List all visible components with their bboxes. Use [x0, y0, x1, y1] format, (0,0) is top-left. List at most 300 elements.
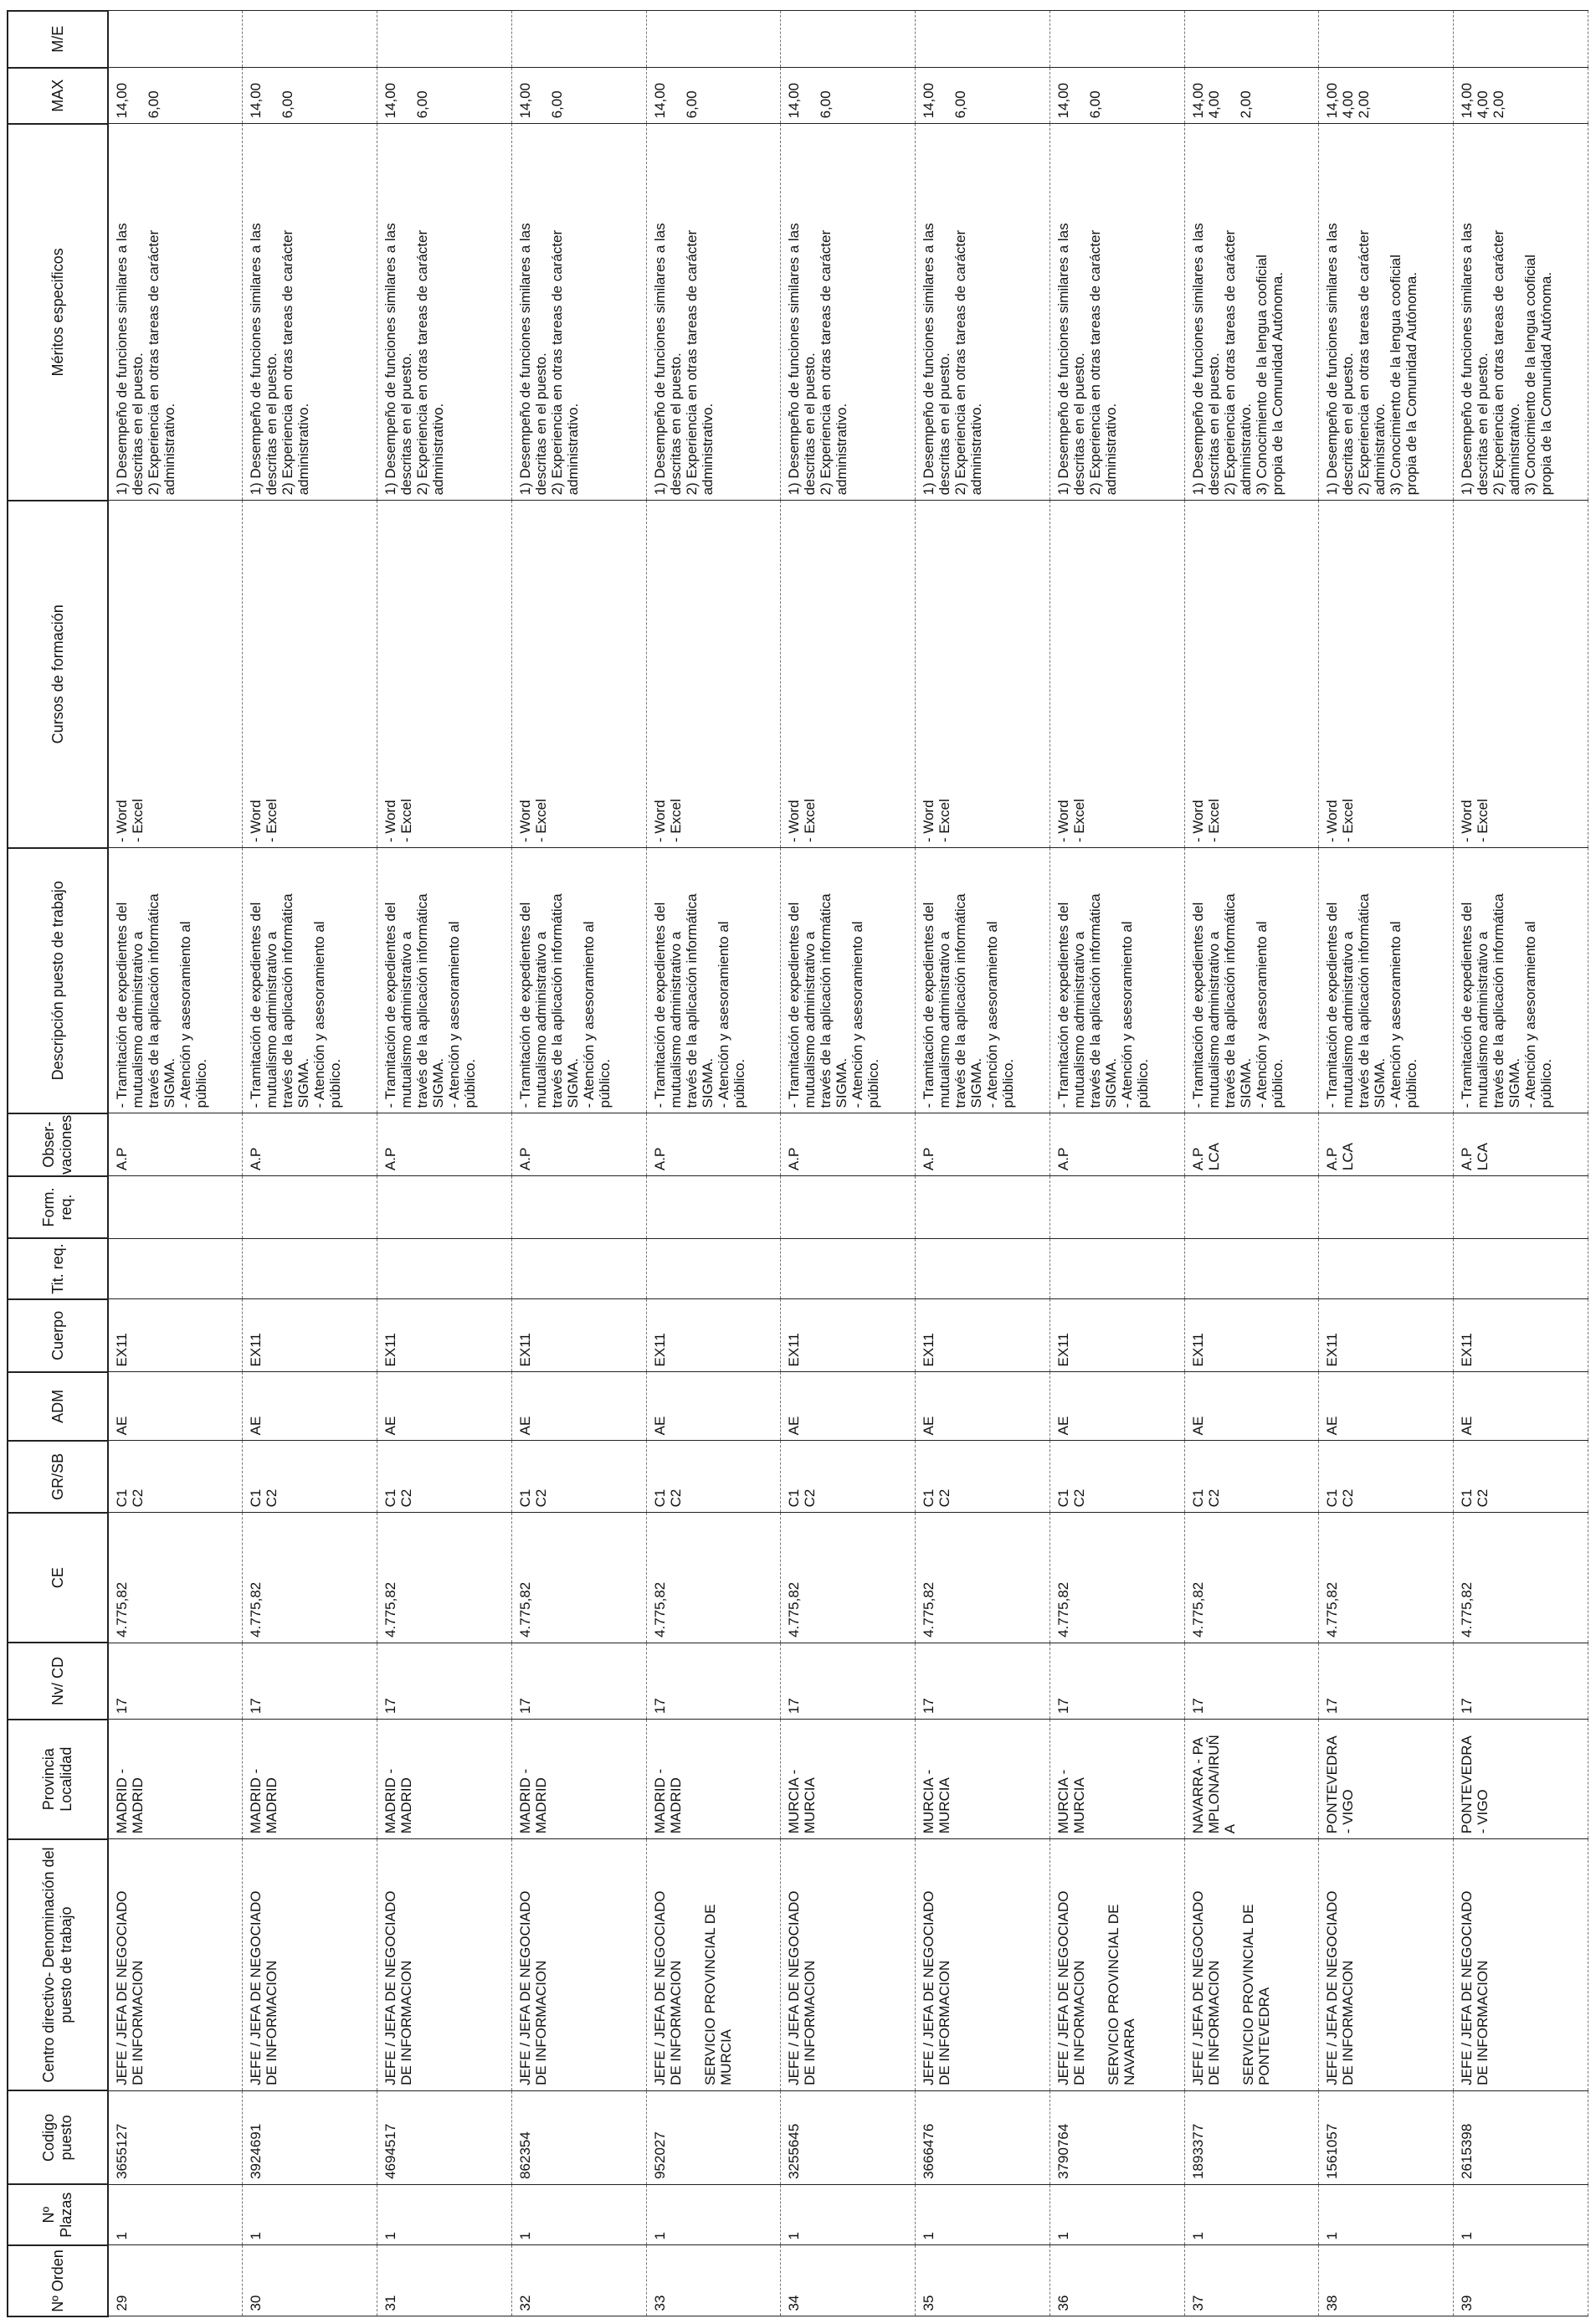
- cell-cursos: [511, 501, 646, 848]
- cell-me: [1454, 11, 1588, 68]
- cell-provincia: [511, 1720, 646, 1839]
- grsb-value: C1 C2: [1055, 1488, 1087, 1508]
- cell-grsb: [108, 1441, 243, 1513]
- plazas-value: 1: [1324, 2232, 1341, 2240]
- cuerpo-value: EX11: [651, 1333, 668, 1367]
- obs-value: A.P: [921, 1147, 937, 1171]
- cell-adm: [511, 1372, 646, 1441]
- tit-value: [781, 1239, 789, 1299]
- cell-max: [916, 68, 1050, 124]
- me-value: [109, 12, 117, 68]
- descripcion-value: - Tramitación de expedientes del mutualismo administrativo a través de la aplicación informática SIGMA. - Atención y asesoramiento al público.: [1459, 893, 1555, 1108]
- cell-tit: [108, 1238, 243, 1299]
- provincia-value: MADRID - MADRID: [382, 1768, 415, 1834]
- cell-adm: [646, 1372, 781, 1441]
- cell-grsb: [1319, 1441, 1454, 1513]
- grsb-value: C1 C2: [921, 1488, 953, 1508]
- cell-form: [1319, 1176, 1454, 1239]
- header-cuerpo: Cuerpo: [8, 1299, 108, 1372]
- cell-codigo: [1184, 2090, 1319, 2184]
- cell-orden: [1049, 2245, 1184, 2316]
- grsb-value: C1 C2: [516, 1488, 549, 1508]
- cell-descripcion: [916, 848, 1050, 1113]
- cell-cursos: [1049, 501, 1184, 848]
- plazas-value: 1: [1459, 2232, 1475, 2240]
- tit-value: [1319, 1239, 1327, 1299]
- centro-value: JEFE / JEFA DE NEGOCIADO DE INFORMACION: [1055, 1890, 1087, 2085]
- plazas-value: 1: [921, 2232, 937, 2240]
- plazas-value: 1: [1055, 2232, 1071, 2240]
- cell-cursos: [916, 501, 1050, 848]
- cell-grsb: [1184, 1441, 1319, 1513]
- obs-value: A.P: [1055, 1147, 1071, 1171]
- cuerpo-value: EX11: [248, 1333, 264, 1367]
- cell-provincia: [243, 1720, 377, 1839]
- codigo-value: 3666476: [921, 2123, 937, 2179]
- cell-cuerpo: [1454, 1299, 1588, 1372]
- cell-descripcion: [108, 848, 243, 1113]
- table-row: [243, 11, 377, 2316]
- me-value: [243, 12, 251, 68]
- header-meritos: Méritos especificos: [8, 124, 108, 501]
- cell-nivel: [1454, 1643, 1588, 1719]
- table-row: [646, 11, 781, 2316]
- cell-descripcion: [781, 848, 916, 1113]
- cell-max: [377, 68, 512, 124]
- cuerpo-value: EX11: [114, 1333, 130, 1367]
- cell-provincia: [916, 1720, 1050, 1839]
- table-row: [916, 11, 1050, 2316]
- cell-max: [1184, 68, 1319, 124]
- cell-adm: [1049, 1372, 1184, 1441]
- adm-value: AE: [114, 1416, 130, 1436]
- ce-value: 4.775,82: [1459, 1581, 1475, 1638]
- cell-adm: [243, 1372, 377, 1441]
- cell-orden: [108, 2245, 243, 2316]
- table-row: [511, 11, 646, 2316]
- codigo-value: 2615398: [1459, 2123, 1475, 2179]
- cell-centro: [1454, 1839, 1588, 2091]
- cell-centro: [108, 1839, 243, 2091]
- cell-centro: [243, 1839, 377, 2091]
- grsb-value: C1 C2: [1324, 1488, 1357, 1508]
- cell-max: [1454, 68, 1588, 124]
- adm-value: AE: [248, 1416, 264, 1436]
- centro-value: JEFE / JEFA DE NEGOCIADO DE INFORMACION: [248, 1890, 280, 2085]
- cell-cuerpo: [108, 1299, 243, 1372]
- centro-value: JEFE / JEFA DE NEGOCIADO DE INFORMACION: [1324, 1890, 1357, 2085]
- cell-meritos: [1319, 124, 1454, 501]
- form-value: [1185, 1176, 1193, 1238]
- cell-grsb: [1049, 1441, 1184, 1513]
- obs-value: A.P: [248, 1147, 264, 1171]
- cell-cursos: [243, 501, 377, 848]
- cell-centro: [1184, 1839, 1319, 2091]
- cell-centro: [377, 1839, 512, 2091]
- provincia-value: MURCIA - MURCIA: [1055, 1769, 1087, 1834]
- grsb-value: C1 C2: [1459, 1488, 1491, 1508]
- codigo-value: 4694517: [382, 2123, 399, 2179]
- cell-tit: [1184, 1238, 1319, 1299]
- cell-cuerpo: [646, 1299, 781, 1372]
- cell-cursos: [646, 501, 781, 848]
- cell-obs: [108, 1113, 243, 1176]
- cell-me: [1319, 11, 1454, 68]
- form-value: [647, 1176, 655, 1238]
- ce-value: 4.775,82: [786, 1581, 803, 1638]
- cell-orden: [377, 2245, 512, 2316]
- tit-value: [512, 1239, 521, 1299]
- cell-plazas: [1184, 2184, 1319, 2245]
- table-row: [1319, 11, 1454, 2316]
- header-codigo: Codigo puesto: [8, 2090, 108, 2184]
- cell-meritos: [377, 124, 512, 501]
- cell-meritos: [243, 124, 377, 501]
- cell-plazas: [916, 2184, 1050, 2245]
- descripcion-value: - Tramitación de expedientes del mutualismo administrativo a través de la aplicación informática SIGMA. - Atención y asesoramiento al público.: [382, 893, 479, 1108]
- header-orden: Nº Orden: [8, 2245, 108, 2316]
- plazas-value: 1: [1189, 2232, 1206, 2240]
- cell-nivel: [377, 1643, 512, 1719]
- provincia-value: MADRID - MADRID: [651, 1768, 684, 1834]
- orden-value: 37: [1189, 2295, 1206, 2311]
- cell-provincia: [646, 1720, 781, 1839]
- form-value: [512, 1176, 521, 1238]
- cell-orden: [1319, 2245, 1454, 2316]
- provincia-value: NAVARRA - PA MPLONA/IRUÑ A: [1189, 1735, 1238, 1834]
- cell-orden: [916, 2245, 1050, 2316]
- tit-value: [243, 1239, 251, 1299]
- tit-value: [1185, 1239, 1193, 1299]
- cell-grsb: [377, 1441, 512, 1513]
- cell-max: [243, 68, 377, 124]
- cell-provincia: [377, 1720, 512, 1839]
- max-value: 14,00 6,00: [248, 82, 296, 119]
- cell-tit: [646, 1238, 781, 1299]
- form-value: [781, 1176, 789, 1238]
- ce-value: 4.775,82: [1055, 1581, 1071, 1638]
- cell-form: [916, 1176, 1050, 1239]
- descripcion-value: - Tramitación de expedientes del mutualismo administrativo a través de la aplicación informática SIGMA. - Atención y asesoramiento al público.: [786, 893, 882, 1108]
- header-tit: Tit. req.: [8, 1238, 108, 1299]
- header-adm: ADM: [8, 1372, 108, 1441]
- cell-adm: [1184, 1372, 1319, 1441]
- cell-plazas: [511, 2184, 646, 2245]
- me-value: [916, 12, 924, 68]
- adm-value: AE: [382, 1416, 399, 1436]
- cell-orden: [646, 2245, 781, 2316]
- grsb-value: C1 C2: [382, 1488, 415, 1508]
- codigo-value: 952027: [651, 2131, 668, 2179]
- max-value: 14,00 4,00 2,00: [1189, 82, 1254, 119]
- descripcion-value: - Tramitación de expedientes del mutualismo administrativo a través de la aplicación informática SIGMA. - Atención y asesoramiento al público.: [516, 893, 613, 1108]
- cell-tit: [377, 1238, 512, 1299]
- centro-value: JEFE / JEFA DE NEGOCIADO DE INFORMACION: [1459, 1890, 1491, 2085]
- cursos-value: - Word - Excel: [382, 799, 415, 843]
- obs-value: A.P: [786, 1147, 803, 1171]
- cuerpo-value: EX11: [1324, 1333, 1341, 1367]
- obs-value: A.P: [382, 1147, 399, 1171]
- cell-meritos: [108, 124, 243, 501]
- cell-orden: [781, 2245, 916, 2316]
- cell-plazas: [377, 2184, 512, 2245]
- cell-cuerpo: [377, 1299, 512, 1372]
- cell-ce: [916, 1513, 1050, 1643]
- max-value: 14,00 6,00: [921, 82, 969, 119]
- centro-value: JEFE / JEFA DE NEGOCIADO DE INFORMACION: [651, 1890, 684, 2085]
- plazas-value: 1: [114, 2232, 130, 2240]
- adm-value: AE: [786, 1416, 803, 1436]
- cell-max: [108, 68, 243, 124]
- header-ce: CE: [8, 1513, 108, 1643]
- cell-meritos: [1049, 124, 1184, 501]
- cell-form: [243, 1176, 377, 1239]
- cursos-value: - Word - Excel: [516, 799, 549, 843]
- cell-descripcion: [646, 848, 781, 1113]
- cell-form: [1184, 1176, 1319, 1239]
- cell-plazas: [108, 2184, 243, 2245]
- max-value: 14,00 4,00 2,00: [1459, 82, 1507, 119]
- cell-tit: [1454, 1238, 1588, 1299]
- cell-orden: [1184, 2245, 1319, 2316]
- cell-me: [377, 11, 512, 68]
- cell-plazas: [1454, 2184, 1588, 2245]
- cell-max: [1319, 68, 1454, 124]
- cell-me: [646, 11, 781, 68]
- adm-value: AE: [1055, 1416, 1071, 1436]
- orden-value: 32: [516, 2295, 533, 2311]
- cell-max: [511, 68, 646, 124]
- plazas-value: 1: [651, 2232, 668, 2240]
- cell-codigo: [1454, 2090, 1588, 2184]
- me-value: [1185, 12, 1193, 68]
- obs-value: A.P: [114, 1147, 130, 1171]
- cell-grsb: [243, 1441, 377, 1513]
- cuerpo-value: EX11: [1459, 1333, 1475, 1367]
- header-nivel: Nv/ CD: [8, 1643, 108, 1719]
- cell-obs: [1454, 1113, 1588, 1176]
- orden-value: 39: [1459, 2295, 1475, 2311]
- nivel-value: 17: [921, 1698, 937, 1715]
- ce-value: 4.775,82: [921, 1581, 937, 1638]
- tit-value: [647, 1239, 655, 1299]
- descripcion-value: - Tramitación de expedientes del mutualismo administrativo a través de la aplicación informática SIGMA. - Atención y asesoramiento al público.: [248, 893, 344, 1108]
- cell-orden: [511, 2245, 646, 2316]
- cell-meritos: [646, 124, 781, 501]
- ce-value: 4.775,82: [382, 1581, 399, 1638]
- adm-value: AE: [1189, 1416, 1206, 1436]
- cell-cursos: [781, 501, 916, 848]
- ce-value: 4.775,82: [114, 1581, 130, 1638]
- positions-table: [7, 10, 1588, 2317]
- cell-centro: [916, 1839, 1050, 2091]
- me-value: [781, 12, 789, 68]
- cell-cursos: [377, 501, 512, 848]
- provincia-value: MADRID - MADRID: [114, 1768, 146, 1834]
- service-heading: SERVICIO PROVINCIAL DE PONTEVEDRA: [1239, 1904, 1272, 2085]
- cell-codigo: [108, 2090, 243, 2184]
- nivel-value: 17: [1189, 1698, 1206, 1715]
- provincia-value: MADRID - MADRID: [516, 1768, 549, 1834]
- cell-cursos: [1319, 501, 1454, 848]
- cell-cuerpo: [1184, 1299, 1319, 1372]
- cell-centro: [781, 1839, 916, 2091]
- cell-provincia: [1049, 1720, 1184, 1839]
- cell-tit: [243, 1238, 377, 1299]
- cell-adm: [916, 1372, 1050, 1441]
- plazas-value: 1: [382, 2232, 399, 2240]
- cell-adm: [108, 1372, 243, 1441]
- adm-value: AE: [1459, 1416, 1475, 1436]
- orden-value: 29: [114, 2295, 130, 2311]
- form-value: [243, 1176, 251, 1238]
- cell-descripcion: [511, 848, 646, 1113]
- meritos-value: 1) Desempeño de funciones similares a las descritas en el puesto. 2) Experiencia en otras tareas de carácter administrativo.: [382, 223, 447, 496]
- cell-cuerpo: [511, 1299, 646, 1372]
- cell-nivel: [108, 1643, 243, 1719]
- obs-value: A.P LCA: [1459, 1143, 1491, 1171]
- tit-value: [916, 1239, 924, 1299]
- adm-value: AE: [516, 1416, 533, 1436]
- meritos-value: 1) Desempeño de funciones similares a las descritas en el puesto. 2) Experiencia en otras tareas de carácter administrativo.: [248, 223, 312, 496]
- cell-max: [1049, 68, 1184, 124]
- cell-obs: [1319, 1113, 1454, 1176]
- cell-cursos: [108, 501, 243, 848]
- obs-value: A.P LCA: [1324, 1143, 1357, 1171]
- cell-codigo: [1319, 2090, 1454, 2184]
- cell-cuerpo: [1319, 1299, 1454, 1372]
- cell-ce: [108, 1513, 243, 1643]
- cuerpo-value: EX11: [1189, 1333, 1206, 1367]
- cell-nivel: [511, 1643, 646, 1719]
- cell-grsb: [1454, 1441, 1588, 1513]
- form-value: [916, 1176, 924, 1238]
- cell-descripcion: [243, 848, 377, 1113]
- meritos-value: 1) Desempeño de funciones similares a las descritas en el puesto. 2) Experiencia en otras tareas de carácter administrativo.: [516, 223, 581, 496]
- ce-value: 4.775,82: [516, 1581, 533, 1638]
- nivel-value: 17: [1459, 1698, 1475, 1715]
- cell-obs: [1049, 1113, 1184, 1176]
- ce-value: 4.775,82: [1324, 1581, 1341, 1638]
- cell-ce: [1319, 1513, 1454, 1643]
- codigo-value: 1561057: [1324, 2123, 1341, 2179]
- meritos-value: 1) Desempeño de funciones similares a las descritas en el puesto. 2) Experiencia en otras tareas de carácter administrativo.: [114, 223, 177, 496]
- cursos-value: - Word - Excel: [248, 799, 280, 843]
- cell-me: [1184, 11, 1319, 68]
- cell-ce: [511, 1513, 646, 1643]
- cell-cursos: [1454, 501, 1588, 848]
- cell-adm: [1319, 1372, 1454, 1441]
- cell-orden: [1454, 2245, 1588, 2316]
- cell-form: [781, 1176, 916, 1239]
- cell-tit: [1319, 1238, 1454, 1299]
- cell-tit: [1049, 1238, 1184, 1299]
- cell-orden: [243, 2245, 377, 2316]
- provincia-value: MURCIA - MURCIA: [786, 1769, 819, 1834]
- obs-value: A.P: [516, 1147, 533, 1171]
- form-value: [1050, 1176, 1059, 1238]
- cell-tit: [781, 1238, 916, 1299]
- cuerpo-value: EX11: [1055, 1333, 1071, 1367]
- me-value: [647, 12, 655, 68]
- orden-value: 35: [921, 2295, 937, 2311]
- cell-cuerpo: [1049, 1299, 1184, 1372]
- max-value: 14,00 6,00: [786, 82, 834, 119]
- table-row: [1454, 11, 1588, 2316]
- meritos-value: 1) Desempeño de funciones similares a las descritas en el puesto. 2) Experiencia en otras tareas de carácter administrativo.: [651, 223, 716, 496]
- cursos-value: - Word - Excel: [1459, 799, 1491, 843]
- cell-obs: [377, 1113, 512, 1176]
- header-grsb: GR/SB: [8, 1441, 108, 1513]
- centro-value: JEFE / JEFA DE NEGOCIADO DE INFORMACION: [921, 1890, 953, 2085]
- cell-cuerpo: [916, 1299, 1050, 1372]
- cell-ce: [1049, 1513, 1184, 1643]
- cell-obs: [781, 1113, 916, 1176]
- ce-value: 4.775,82: [248, 1581, 264, 1638]
- cell-form: [1454, 1176, 1588, 1239]
- cell-descripcion: [377, 848, 512, 1113]
- cell-nivel: [916, 1643, 1050, 1719]
- cell-meritos: [1184, 124, 1319, 501]
- header-row: [8, 11, 108, 2316]
- grsb-value: C1 C2: [114, 1488, 146, 1508]
- cell-me: [108, 11, 243, 68]
- cell-plazas: [781, 2184, 916, 2245]
- cell-meritos: [1454, 124, 1588, 501]
- nivel-value: 17: [382, 1698, 399, 1715]
- cuerpo-value: EX11: [382, 1333, 399, 1367]
- obs-value: A.P LCA: [1189, 1143, 1222, 1171]
- cell-form: [108, 1176, 243, 1239]
- cell-ce: [1454, 1513, 1588, 1643]
- cell-form: [511, 1176, 646, 1239]
- nivel-value: 17: [516, 1698, 533, 1715]
- cell-provincia: [781, 1720, 916, 1839]
- centro-value: JEFE / JEFA DE NEGOCIADO DE INFORMACION: [1189, 1890, 1222, 2085]
- cell-provincia: [1184, 1720, 1319, 1839]
- cursos-value: - Word - Excel: [1055, 799, 1087, 843]
- descripcion-value: - Tramitación de expedientes del mutualismo administrativo a través de la aplicación informática SIGMA. - Atención y asesoramiento al público.: [114, 893, 209, 1108]
- cell-nivel: [243, 1643, 377, 1719]
- cell-ce: [243, 1513, 377, 1643]
- cell-meritos: [511, 124, 646, 501]
- cell-nivel: [781, 1643, 916, 1719]
- cell-centro: [646, 1839, 781, 2091]
- cell-cuerpo: [243, 1299, 377, 1372]
- cursos-value: - Word - Excel: [651, 799, 684, 843]
- codigo-value: 3255645: [786, 2123, 803, 2179]
- orden-value: 31: [382, 2295, 399, 2311]
- cell-max: [646, 68, 781, 124]
- table-row: [1049, 11, 1184, 2316]
- tit-value: [109, 1239, 117, 1299]
- header-descripcion: Descripción puesto de trabajo: [8, 848, 108, 1113]
- cell-nivel: [1184, 1643, 1319, 1719]
- cell-provincia: [1454, 1720, 1588, 1839]
- ce-value: 4.775,82: [1189, 1581, 1206, 1638]
- cell-obs: [511, 1113, 646, 1176]
- cuerpo-value: EX11: [921, 1333, 937, 1367]
- nivel-value: 17: [248, 1698, 264, 1715]
- cell-me: [781, 11, 916, 68]
- cell-ce: [1184, 1513, 1319, 1643]
- nivel-value: 17: [786, 1698, 803, 1715]
- tit-value: [1454, 1239, 1462, 1299]
- descripcion-value: - Tramitación de expedientes del mutualismo administrativo a través de la aplicación informática SIGMA. - Atención y asesoramiento al público.: [651, 893, 747, 1108]
- codigo-value: 1893377: [1189, 2123, 1206, 2179]
- max-value: 14,00 6,00: [114, 82, 162, 119]
- descripcion-value: - Tramitación de expedientes del mutualismo administrativo a través de la aplicación informática SIGMA. - Atención y asesoramiento al público.: [1055, 893, 1151, 1108]
